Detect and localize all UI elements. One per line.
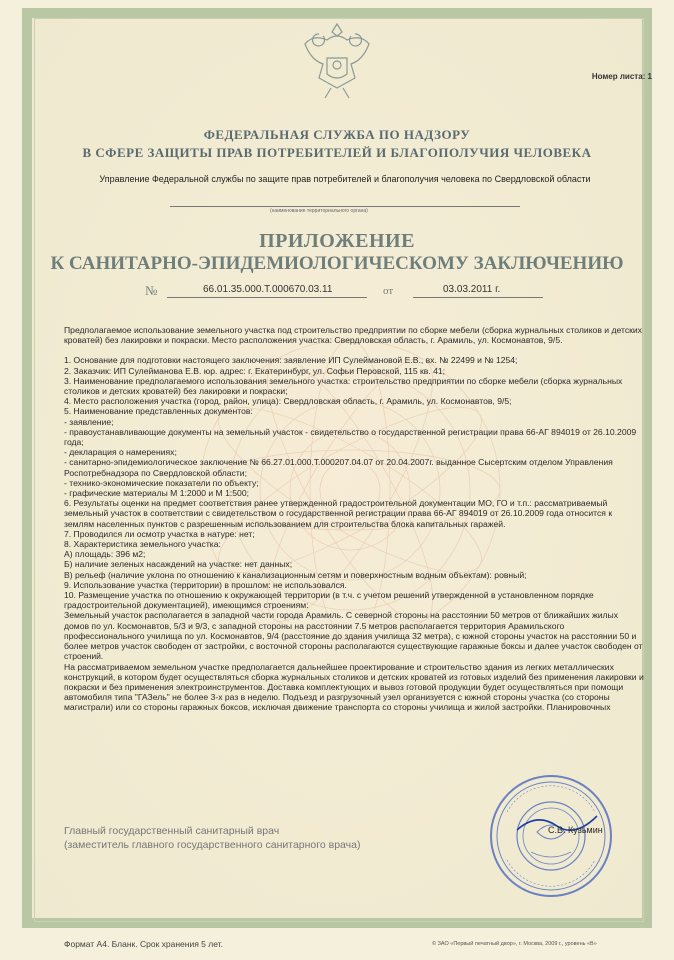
department-underline: [170, 206, 520, 207]
signer-title-line1: Главный государственный санитарный врач: [64, 825, 280, 837]
date-value: 03.03.2011 г.: [443, 284, 501, 295]
number-date-row: [145, 283, 565, 299]
number-value: 66.01.35.000.Т.000670.03.11: [203, 284, 333, 295]
list-item: 2. Заказчик: ИП Сулейманова Е.В. юр. адрес: г. Екатеринбург, ул. Софьи Перовской, 115 кв. 41;: [64, 365, 446, 376]
list-item: - графические материалы М 1:2000 и М 1:500;: [64, 488, 249, 499]
document-subtitle: К САНИТАРНО-ЭПИДЕМИОЛОГИЧЕСКОМУ ЗАКЛЮЧЕНИЮ: [50, 253, 624, 274]
document-body: [64, 325, 644, 713]
agency-name-line2: В СФЕРЕ ЗАЩИТЫ ПРАВ ПОТРЕБИТЕЛЕЙ И БЛАГОПОЛУЧИЯ ЧЕЛОВЕКА: [82, 145, 592, 160]
list-item: На рассматриваемом земельном участке предполагается дальнейшее проектирование и строительство здания из легких металлических конструкций, в котором будет осуществляться сборка журнальных столиков и детских кроватей из готовых изделий без применения лакировки и покраски и без применения электроинструментов. Доставка комплектующих и вывоз готовой продукции будет осуществляться при помощи автомобиля типа "ГАЗель" не более 3-х раз в неделю. Подъезд и разгрузочный узел организуется с южной стороны участка (со стороны магистрали) или со стороны гаражных боксов, исключая движение транспорта со стороны училища и жилой застройки. Планировочных: [64, 661, 644, 713]
list-item: 8. Характеристика земельного участка:: [64, 539, 221, 550]
list-item: 10. Размещение участка по отношению к окружающей территории (в т.ч. с учетом решений утвержденной в установленном порядке градостроительной документацией), имеющимся строениям:: [64, 590, 594, 611]
signer-name: С.В. Кузьмин: [548, 825, 603, 835]
list-item: Б) наличие зеленых насаждений на участке: нет данных;: [64, 559, 293, 570]
agency-name-line1: ФЕДЕРАЛЬНАЯ СЛУЖБА ПО НАДЗОРУ: [203, 127, 471, 142]
date-underline: [413, 297, 543, 298]
date-label: от: [383, 285, 394, 297]
number-underline: [167, 297, 367, 298]
number-label: №: [145, 283, 158, 298]
footer-printer: © ЗАО «Первый печатный двор», г. Москва, 2009 г., уровень «В»: [432, 941, 597, 947]
list-item: 1. Основание для подготовки настоящего заключения: заявление ИП Сулеймановой Е.В., вх. № 22499 и № 1254;: [64, 355, 518, 366]
department-caption: (наименование территориального органа): [270, 208, 368, 214]
list-item: 5. Наименование представленных документов:: [64, 406, 253, 417]
list-item: 4. Место расположения участка (город, район, улица): Свердловская область, г. Арамиль, ул. Космонавтов, 9/5;: [64, 396, 512, 407]
signer-title-line2: (заместитель главного государственного санитарного врача): [64, 839, 361, 851]
signer-title: [64, 824, 360, 852]
coat-of-arms-icon: [297, 18, 377, 103]
list-item: В) рельеф (наличие уклона по отношению к канализационным сетям и поверхностным водным объектам): ровный;: [64, 569, 527, 580]
intro-paragraph: Предполагаемое использование земельного участка под строительство предприятии по сборке мебели (сборка журнальных столиков и детских кроватей) без лакировки и покраски. Место расположения участка: Свердловская область, г. Арамиль, ул. Космонавтов, 9/5.: [64, 325, 642, 346]
list-item: - правоустанавливающие документы на земельный участок - свидетельство о государственной регистрации права 66-АГ 894019 от 26.10.2009 года;: [64, 426, 637, 448]
list-item: - декларация о намерениях;: [64, 447, 177, 458]
list-item: Земельный участок располагается в западной части города Арамиль. С северной стороны на расстоянии 50 метров от ближайших жилых домов по ул. Космонавтов, 5/3 и 9/3, с западной стороны на расстоянии 7.5 метров располагается территория Арамильского профессионального училища по ул. Космонавтов, 9/4 (расстояние до здания училища 32 метра), с южной стороны участок на расстоянии 50 и более метров участок свободен от застройки, с восточной стороны располагаются существующие гаражные боксы и далее участок свободен от строений.: [64, 610, 643, 662]
list-item: 7. Проводился ли осмотр участка в натуре: нет;: [64, 528, 255, 539]
list-item: 6. Результаты оценки на предмет соответствия ранее утвержденной градостроительной документации МО, ГО и т.п.: рассматриваемый земельный участок в соответствии с свидетельством о государственной регистрации права 66-АГ 894019 от 26.10.2009 года относится к землям населенных пунктов с разрешенным использованием для строительства блока капитальных гаражей.: [64, 498, 613, 529]
footer-format: Формат А4. Бланк. Срок хранения 5 лет.: [64, 939, 223, 949]
department-name: Управление Федеральной службы по защите прав потребителей и благополучия человека по Свердловской области: [99, 174, 591, 184]
round-seal-stamp-icon: [487, 772, 615, 900]
list-item: - технико-экономические показатели по объекту;: [64, 477, 259, 488]
document-title: ПРИЛОЖЕНИЕ: [259, 230, 415, 252]
list-item: - заявление;: [64, 416, 114, 427]
sheet-number: Номер листа: 1: [591, 72, 652, 81]
list-item: А) площадь: 396 м2;: [64, 549, 146, 560]
list-item: 3. Наименование предполагаемого использования земельного участка: строительство предприятии по сборке мебели (сборка журнальных столиков и детских кроватей) без лакировки и покраски;: [64, 375, 623, 397]
list-item: - санитарно-эпидемиологическое заключение № 66.27.01.000.Т.000207.04.07 от 20.04.2007г. выданное Сысертским отделом Управления Роспотребнадзора по Свердловской области;: [64, 457, 613, 478]
list-item: 9. Использование участка (территории) в прошлом: не использовался.: [64, 579, 347, 590]
